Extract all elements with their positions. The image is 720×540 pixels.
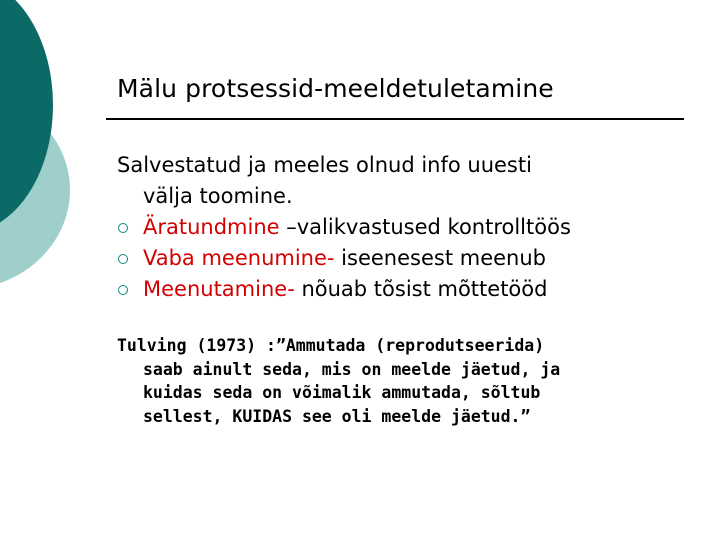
intro-line-1: Salvestatud ja meeles olnud info uuesti (117, 153, 532, 177)
hollow-circle-bullet-icon (118, 223, 128, 233)
bullet-highlight: Vaba meenumine- (143, 246, 335, 270)
intro-line-2: välja toomine. (143, 184, 293, 208)
quote-line: sellest, KUIDAS see oli meelde jäetud.” (143, 406, 531, 426)
bullet-highlight: Meenutamine- (143, 277, 295, 301)
quote-line: kuidas seda on võimalik ammutada, sõltub (143, 383, 541, 402)
hollow-circle-bullet-icon (118, 254, 128, 264)
quote-line: saab ainult seda, mis on meelde jäetud, ja (143, 359, 561, 379)
bullet-highlight: Äratundmine (143, 215, 280, 239)
decorative-circles (0, 0, 80, 300)
bullet-item-recognition (117, 212, 697, 243)
tulving-quote (117, 334, 673, 428)
title-underline (106, 118, 684, 120)
body-text (117, 150, 697, 305)
bullet-item-recall (117, 274, 697, 305)
quote-line: Tulving (1973) :”Ammutada (reprodutseerida) (117, 336, 545, 355)
bullet-item-free-recall (117, 243, 697, 274)
slide-title: Mälu protsessid-meeldetuletamine (117, 74, 554, 103)
bullet-text: nõuab tõsist mõttetööd (294, 277, 548, 301)
bullet-text: iseenesest meenub (334, 246, 546, 270)
hollow-circle-bullet-icon (118, 285, 128, 295)
bullet-text: –valikvastused kontrolltöös (279, 215, 571, 239)
